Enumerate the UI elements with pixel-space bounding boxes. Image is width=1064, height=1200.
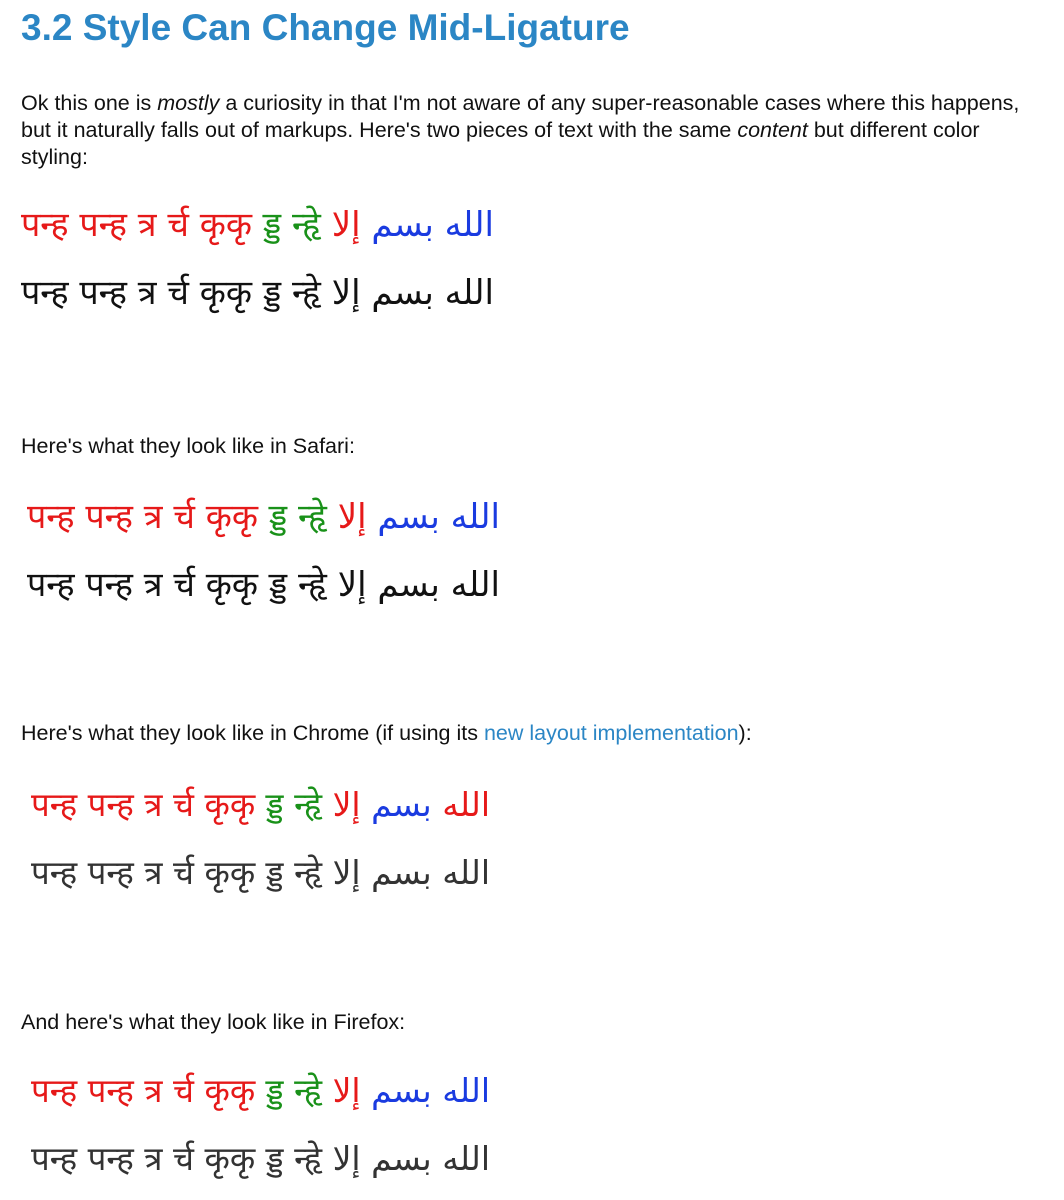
- sample-word: ड्ड: [262, 273, 282, 313]
- sample-word: पन्ह: [27, 565, 75, 605]
- sample-word: न्हृे: [298, 497, 327, 537]
- sample-word: पन्ह: [87, 853, 134, 892]
- sample-word: त्र: [137, 205, 157, 245]
- chrome-caption-suffix: ):: [738, 721, 752, 745]
- sample-word: त्र: [144, 785, 163, 824]
- sample-word: ड्ड: [262, 205, 282, 245]
- sample-word: ड्ड: [265, 785, 284, 824]
- sample-word: कृकृ: [204, 1139, 256, 1178]
- sample-word: न्हृे: [292, 205, 321, 245]
- intro-text-1: Ok this one is: [21, 91, 158, 115]
- sample-word: بسم: [371, 273, 434, 313]
- sample-word: ड्ड: [265, 1139, 284, 1178]
- intro-text-3: but different color styling:: [21, 118, 980, 169]
- sample-word: पन्ह: [21, 205, 69, 245]
- sample-word: بسم: [371, 785, 432, 824]
- sample-word: कृकृ: [199, 205, 252, 245]
- sample-word: न्हृे: [292, 273, 321, 313]
- chrome-colored-render: [31, 785, 491, 824]
- sample-word: पन्ह: [31, 1071, 78, 1110]
- sample-word: ड्ड: [268, 497, 288, 537]
- sample-word: पन्ह: [87, 785, 134, 824]
- sample-word: र्च: [167, 273, 189, 313]
- sample-word: الله: [442, 853, 491, 892]
- safari-caption: Here's what they look like in Safari:: [21, 434, 355, 458]
- sample-word: ड्ड: [265, 1071, 284, 1110]
- safari-colored-render: [27, 497, 500, 537]
- sample-word: بسم: [377, 497, 440, 537]
- sample-word: न्हृे: [294, 1139, 323, 1178]
- sample-word: र्च: [173, 565, 195, 605]
- sample-word: ड्ड: [268, 565, 288, 605]
- sample-word: र्च: [167, 205, 189, 245]
- sample-word: الله: [442, 1071, 491, 1110]
- sample-word: पन्ह: [31, 785, 78, 824]
- sample-word: الله: [442, 785, 491, 824]
- sample-word: कृकृ: [205, 497, 258, 537]
- section-heading: 3.2 Style Can Change Mid-Ligature: [21, 7, 630, 48]
- sample-word: त्र: [144, 1139, 163, 1178]
- sample-word: إلا: [332, 1139, 361, 1178]
- sample-word: कृकृ: [204, 1071, 256, 1110]
- sample-word: إلا: [337, 497, 367, 537]
- sample-word: بسم: [377, 565, 440, 605]
- sample-word: त्र: [144, 1071, 163, 1110]
- sample-word: कृकृ: [205, 565, 258, 605]
- sample-word: पन्ह: [21, 273, 69, 313]
- sample-word: الله: [450, 497, 500, 537]
- firefox-plain-render: [31, 1139, 491, 1178]
- sample-word: بسم: [371, 853, 432, 892]
- sample-word: कृकृ: [204, 853, 256, 892]
- intro-emphasis-mostly: mostly: [157, 91, 220, 115]
- sample-word: र्च: [173, 853, 194, 892]
- plain-text-sample: [21, 273, 494, 313]
- sample-word: त्र: [143, 497, 163, 537]
- sample-word: إلا: [331, 273, 361, 313]
- sample-word: न्हृे: [294, 1071, 323, 1110]
- sample-word: त्र: [137, 273, 157, 313]
- sample-word: إلا: [332, 785, 361, 824]
- sample-word: र्च: [173, 497, 195, 537]
- firefox-colored-render: [31, 1071, 491, 1110]
- sample-word: पन्ह: [79, 205, 127, 245]
- sample-word: الله: [442, 1139, 491, 1178]
- intro-paragraph: [21, 90, 1051, 171]
- new-layout-implementation-link[interactable]: new layout implementation: [483, 721, 739, 745]
- sample-word: त्र: [143, 565, 163, 605]
- sample-word: بسم: [371, 1139, 432, 1178]
- intro-text-2: a curiosity in that I'm not aware of any super-reasonable cases where this happens, but it naturally falls out of markups. Here's two pieces of text with the same: [21, 91, 1020, 142]
- sample-word: إلا: [332, 1071, 361, 1110]
- sample-word: ड्ड: [265, 853, 284, 892]
- chrome-plain-render: [31, 853, 491, 892]
- sample-word: त्र: [144, 853, 163, 892]
- sample-word: न्हृे: [294, 785, 323, 824]
- sample-word: الله: [444, 273, 494, 313]
- sample-word: कृकृ: [199, 273, 252, 313]
- sample-word: पन्ह: [85, 497, 133, 537]
- colored-text-sample: [21, 205, 494, 245]
- intro-emphasis-content: content: [737, 118, 808, 142]
- sample-word: पन्ह: [87, 1139, 134, 1178]
- chrome-caption: [21, 720, 752, 747]
- sample-word: الله: [444, 205, 494, 245]
- sample-word: إلا: [331, 205, 361, 245]
- sample-word: पन्ह: [27, 497, 75, 537]
- sample-word: بسم: [371, 205, 434, 245]
- sample-word: र्च: [173, 1139, 194, 1178]
- chrome-caption-prefix: Here's what they look like in Chrome (if using its: [21, 721, 484, 745]
- sample-word: पन्ह: [31, 1139, 78, 1178]
- sample-word: إلا: [332, 853, 361, 892]
- sample-word: بسم: [371, 1071, 432, 1110]
- sample-word: कृकृ: [204, 785, 256, 824]
- sample-word: र्च: [173, 785, 194, 824]
- sample-word: पन्ह: [79, 273, 127, 313]
- sample-word: إلا: [337, 565, 367, 605]
- firefox-caption: And here's what they look like in Firefox:: [21, 1010, 406, 1034]
- sample-word: पन्ह: [87, 1071, 134, 1110]
- sample-word: पन्ह: [85, 565, 133, 605]
- safari-plain-render: [27, 565, 500, 605]
- sample-word: न्हृे: [294, 853, 323, 892]
- sample-word: न्हृे: [298, 565, 327, 605]
- sample-word: पन्ह: [31, 853, 78, 892]
- sample-word: الله: [450, 565, 500, 605]
- sample-word: र्च: [173, 1071, 194, 1110]
